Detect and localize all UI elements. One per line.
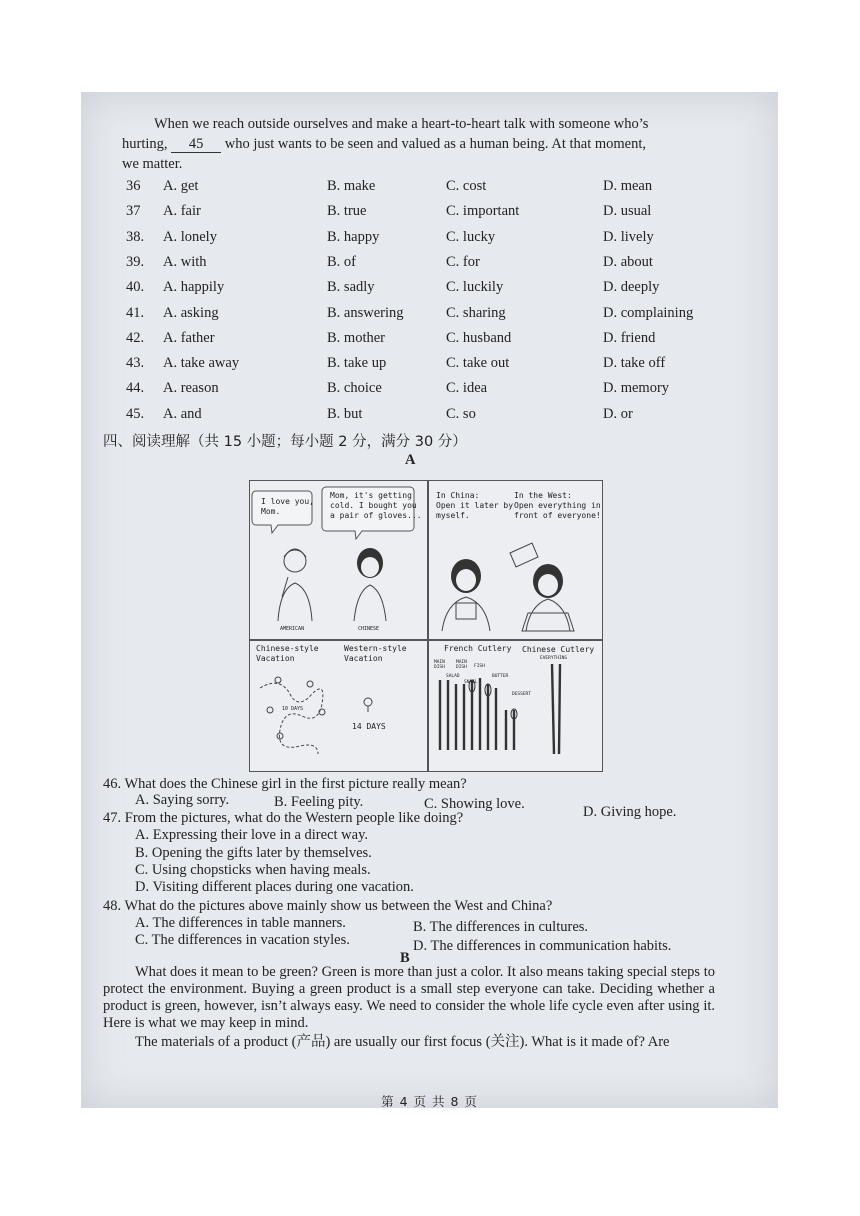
question-number: 44.	[126, 380, 145, 397]
option-c: C. luckily	[446, 279, 504, 296]
option-b: B. choice	[327, 380, 382, 397]
option-c: C. for	[446, 253, 480, 270]
page-footer: 第 4 页 共 8 页	[381, 1094, 478, 1109]
option-c: C. take out	[446, 355, 510, 372]
western-vacation-label: Western-style Vacation	[344, 644, 407, 663]
blank-45: 45	[171, 136, 221, 153]
option-d: D. lively	[603, 228, 654, 245]
question-number: 45.	[126, 405, 145, 422]
question-number: 38.	[126, 228, 145, 245]
question-number: 36	[126, 178, 141, 194]
q47-option-d: D. Visiting different places during one vacation.	[135, 879, 414, 895]
q48-stem: 48. What do the pictures above mainly show us between the West and China?	[103, 898, 553, 914]
option-b: B. take up	[327, 355, 387, 372]
cutlery-drawing	[428, 640, 602, 771]
option-b: B. answering	[327, 304, 404, 321]
bubble-i-love-you: I love you, Mom.	[261, 497, 314, 516]
option-row	[81, 279, 778, 301]
in-the-west-text: In the West: Open everything in front of everyone!	[514, 491, 601, 520]
q46-option-a: A. Saying sorry.	[135, 792, 230, 808]
question-number: 39.	[126, 253, 145, 270]
passage-line-3: we matter.	[122, 156, 183, 172]
option-row	[81, 254, 778, 276]
option-b: B. make	[327, 178, 376, 194]
option-a: A. fair	[163, 203, 201, 220]
q48-option-d: D. The differences in communication habits.	[413, 938, 672, 954]
comic-panel-cutlery	[428, 640, 602, 771]
passage-line-2-end: who just wants to be seen and valued as a human being. At that moment,	[224, 136, 646, 152]
label-american: AMERICAN	[280, 626, 305, 632]
option-row	[81, 229, 778, 251]
option-b: B. happy	[327, 228, 380, 245]
option-c: C. lucky	[446, 228, 496, 245]
option-a: A. father	[163, 329, 215, 346]
q47-option-a: A. Expressing their love in a direct way.	[135, 827, 369, 843]
option-a: A. lonely	[163, 228, 217, 245]
cutlery-label: FISH	[474, 664, 485, 669]
option-b: B. but	[327, 405, 363, 422]
label-chinese: CHINESE	[358, 626, 380, 632]
option-a: A. happily	[163, 279, 225, 296]
option-a: A. and	[163, 405, 202, 422]
q47-option-c: C. Using chopsticks when having meals.	[135, 862, 371, 878]
q48-option-b: B. The differences in cultures.	[413, 919, 589, 935]
ten-days-label: 10 DAYS	[282, 706, 304, 712]
chinese-cutlery-label: Chinese Cutlery	[522, 645, 595, 654]
exam-page	[81, 92, 778, 1108]
option-a: A. reason	[163, 380, 219, 397]
option-d: D. mean	[603, 178, 653, 194]
option-row	[81, 305, 778, 327]
part-a-letter: A	[405, 452, 416, 468]
part-b-letter: B	[400, 950, 410, 966]
section-title: 四、阅读理解（共 15 小题；每小题 2 分，满分 30 分）	[103, 434, 467, 450]
question-number: 42.	[126, 329, 145, 346]
option-row	[81, 178, 778, 200]
option-c: C. sharing	[446, 304, 506, 321]
q48-option-c: C. The differences in vacation styles.	[135, 932, 350, 948]
q47-option-b: B. Opening the gifts later by themselves.	[135, 845, 372, 861]
option-row	[81, 330, 778, 352]
cutlery-label: SALAD	[446, 674, 460, 679]
option-row	[81, 355, 778, 377]
option-d: D. about	[603, 253, 653, 270]
option-d: D. or	[603, 405, 633, 422]
passage-line-1: When we reach outside ourselves and make a heart-to-heart talk with someone who’s	[154, 116, 649, 132]
cloze-passage-end	[122, 114, 752, 174]
chinese-vacation-label: Chinese-style Vacation	[256, 644, 319, 663]
option-row	[81, 380, 778, 402]
option-d: D. complaining	[603, 304, 694, 321]
option-b: B. sadly	[327, 279, 375, 296]
option-c: C. husband	[446, 329, 512, 346]
option-d: D. usual	[603, 203, 652, 220]
cutlery-label: MAIN DISH	[456, 660, 467, 670]
q46-option-d: D. Giving hope.	[583, 804, 677, 820]
option-a: A. get	[163, 178, 199, 194]
option-d: D. memory	[603, 380, 670, 397]
option-d: D. friend	[603, 329, 656, 346]
option-c: C. idea	[446, 380, 488, 397]
culture-comic	[249, 480, 603, 772]
q46-stem: 46. What does the Chinese girl in the first picture really mean?	[103, 776, 467, 792]
option-d: D. take off	[603, 355, 666, 372]
question-number: 37	[126, 203, 141, 220]
q47-stem: 47. From the pictures, what do the Western people like doing?	[103, 810, 464, 826]
option-b: B. of	[327, 253, 356, 270]
passage-line-2	[122, 134, 752, 154]
question-number: 41.	[126, 304, 145, 321]
cutlery-label: DESSERT	[512, 692, 531, 697]
option-row	[81, 406, 778, 428]
in-china-text: In China: Open it later by myself.	[436, 491, 514, 520]
bubble-gloves: Mom, it's getting cold. I bought you a pair of gloves...	[330, 491, 422, 520]
cutlery-label: SNAIL	[464, 680, 478, 685]
option-c: C. important	[446, 203, 520, 220]
passage-b	[103, 964, 715, 1051]
comic-panel-love	[250, 481, 427, 639]
option-b: B. true	[327, 203, 367, 220]
option-d: D. deeply	[603, 279, 660, 296]
option-a: A. asking	[163, 304, 219, 321]
q48-option-a: A. The differences in table manners.	[135, 915, 346, 931]
cutlery-label: EVERYTHING	[540, 656, 568, 661]
question-number: 43.	[126, 355, 145, 372]
option-row	[81, 203, 778, 225]
q46-option-c: C. Showing love.	[424, 796, 525, 812]
option-c: C. so	[446, 405, 476, 422]
comic-panel-vacation	[250, 640, 427, 771]
passage-b-paragraph-1: What does it mean to be green? Green is more than just a color. It also means taking special steps to protect the environment. Buying a green product is a small step everyone can take. Deciding whether a product is green, however, isn’t always easy. We need to consider the whole life cycle even after using it. Here is what we may keep in mind.	[103, 964, 715, 1031]
passage-line-2-start: hurting,	[122, 136, 168, 152]
question-number: 40.	[126, 279, 145, 296]
option-b: B. mother	[327, 329, 385, 346]
cutlery-label: BUTTER	[492, 674, 509, 679]
comic-panel-gifts	[428, 481, 602, 639]
option-c: C. cost	[446, 178, 487, 194]
q46-option-b: B. Feeling pity.	[274, 794, 364, 810]
option-a: A. take away	[163, 355, 240, 372]
fourteen-days-label: 14 DAYS	[352, 722, 386, 731]
french-cutlery-label: French Cutlery	[444, 644, 512, 653]
cutlery-label: MAIN DISH	[434, 660, 445, 670]
option-a: A. with	[163, 253, 207, 270]
passage-b-paragraph-2: The materials of a product (产品) are usually our first focus (关注). What is it made of? Are	[135, 1034, 670, 1050]
